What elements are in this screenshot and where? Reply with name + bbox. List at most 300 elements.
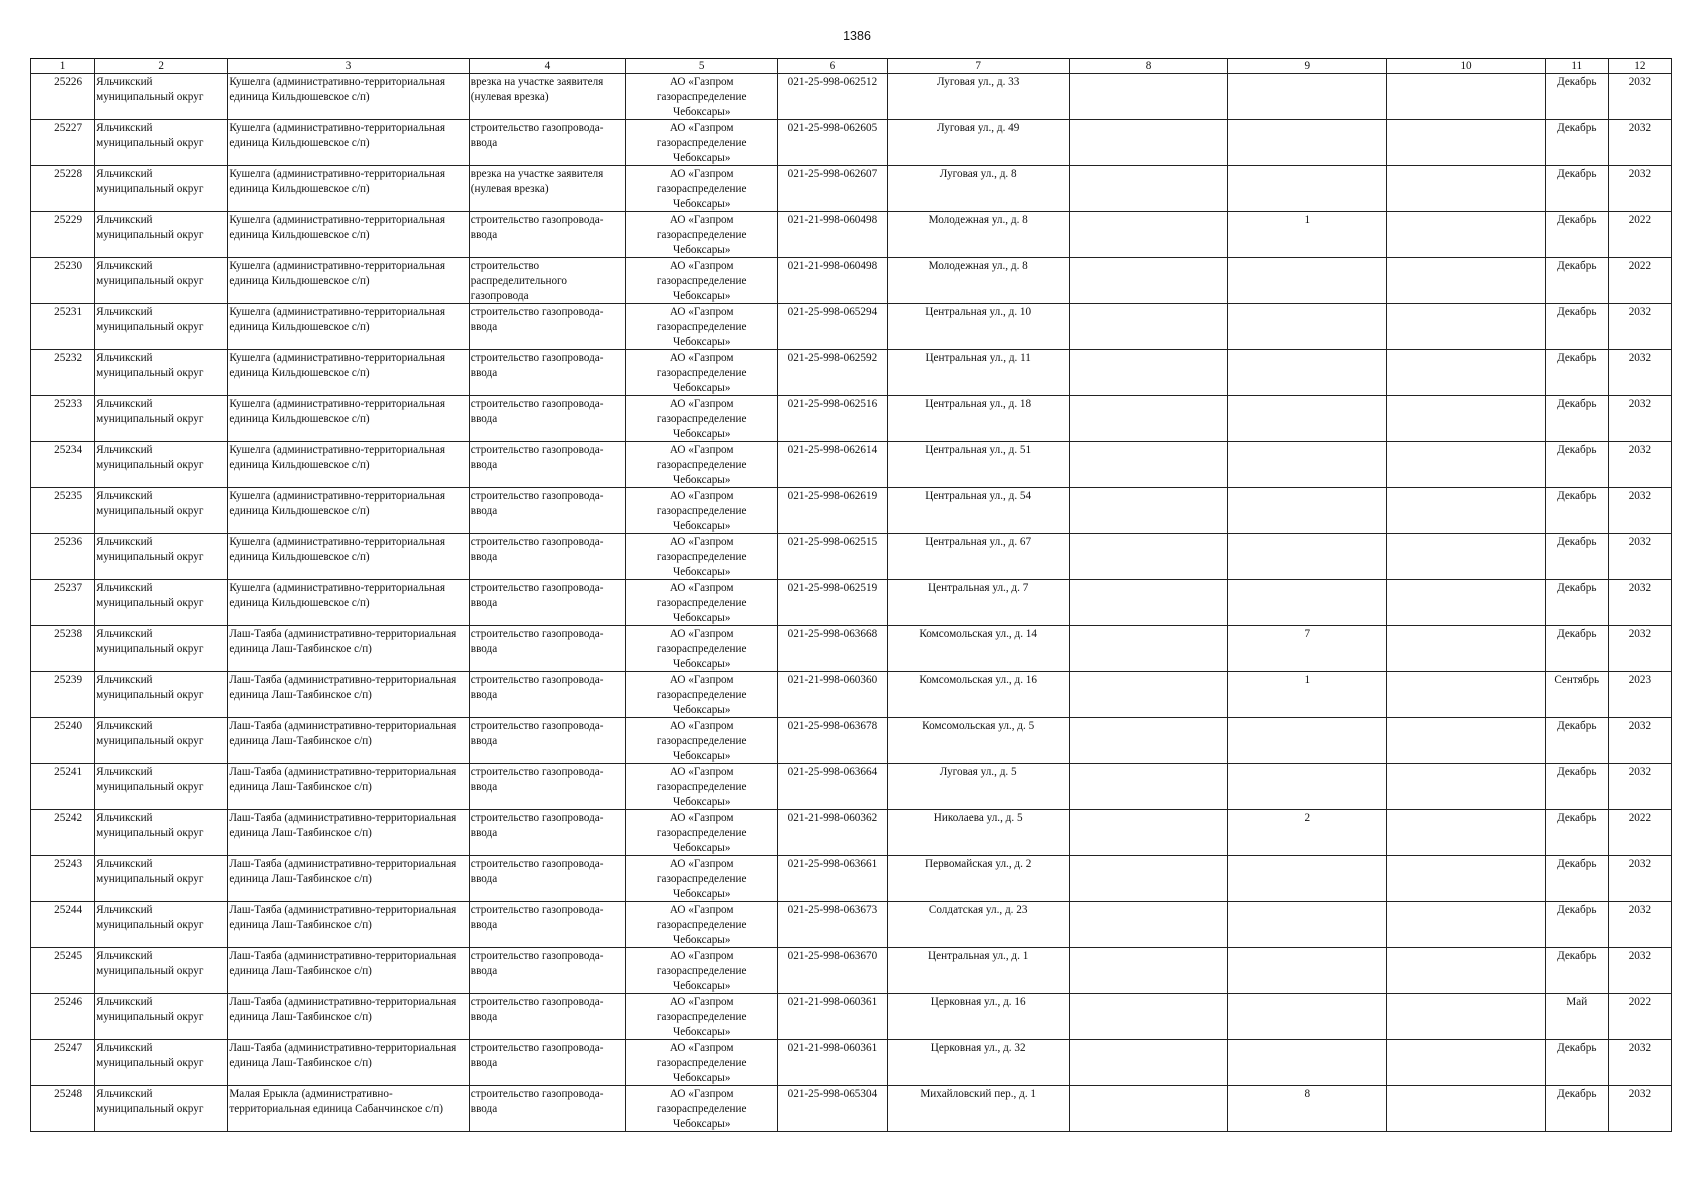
cell-col-8 — [1069, 672, 1227, 718]
address-text: Солдатская ул., д. 23 — [928, 904, 1028, 916]
cell-col-10 — [1387, 902, 1545, 948]
cell-col-10 — [1387, 1086, 1545, 1132]
organization-text: АО «Газпром газораспределение Чебоксары» — [656, 720, 747, 762]
record-number-text: 25244 — [54, 904, 83, 916]
cell-col-10 — [1387, 534, 1545, 580]
cell-municipality — [95, 994, 228, 1040]
cell-application-number — [778, 902, 887, 948]
cell-work-type — [469, 258, 625, 304]
cell-record-number — [31, 902, 95, 948]
cell-settlement — [228, 166, 469, 212]
cell-municipality — [95, 304, 228, 350]
cell-col-10 — [1387, 994, 1545, 1040]
table-row — [31, 304, 1672, 350]
settlement-text: Кушелга (административно-территориальная единица Кильдюшевское с/п) — [229, 168, 446, 195]
application-number-text: 021-25-998-063664 — [787, 766, 878, 778]
cell-col-9 — [1228, 350, 1387, 396]
cell-municipality — [95, 672, 228, 718]
cell-municipality — [95, 534, 228, 580]
cell-col-8 — [1069, 1086, 1227, 1132]
cell-application-number — [778, 626, 887, 672]
cell-month — [1545, 672, 1608, 718]
work-type-text: строительство газопровода-ввода — [470, 1042, 604, 1069]
application-number-text: 021-25-998-065294 — [787, 306, 878, 318]
record-number-text: 25245 — [54, 950, 83, 962]
column-number-11: 11 — [1545, 59, 1608, 74]
cell-municipality — [95, 258, 228, 304]
cell-col-10 — [1387, 810, 1545, 856]
table-row — [31, 120, 1672, 166]
cell-work-type — [469, 396, 625, 442]
address-text: Луговая ул., д. 8 — [939, 168, 1017, 180]
record-number-text: 25238 — [54, 628, 83, 640]
cell-work-type — [469, 948, 625, 994]
cell-col-8 — [1069, 948, 1227, 994]
month-text: Декабрь — [1557, 122, 1597, 134]
municipality-text: Яльчикский муниципальный округ — [96, 720, 204, 747]
cell-settlement — [228, 120, 469, 166]
settlement-text: Лаш-Таяба (административно-территориальная единица Лаш-Таябинское с/п) — [229, 628, 457, 655]
table-row — [31, 74, 1672, 120]
cell-col-8 — [1069, 304, 1227, 350]
organization-text: АО «Газпром газораспределение Чебоксары» — [656, 352, 747, 394]
column-number-12: 12 — [1608, 59, 1671, 74]
work-type-text: строительство газопровода-ввода — [470, 490, 604, 517]
address-text: Центральная ул., д. 10 — [925, 306, 1032, 318]
cell-address — [887, 902, 1069, 948]
work-type-text: строительство газопровода-ввода — [470, 674, 604, 701]
settlement-text: Лаш-Таяба (административно-территориальная единица Лаш-Таябинское с/п) — [229, 720, 457, 747]
cell-work-type — [469, 626, 625, 672]
municipality-text: Яльчикский муниципальный округ — [96, 582, 204, 609]
year-text: 2032 — [1628, 122, 1652, 134]
cell-col-9 — [1228, 672, 1387, 718]
cell-col-9 — [1228, 718, 1387, 764]
cell-address — [887, 856, 1069, 902]
organization-text: АО «Газпром газораспределение Чебоксары» — [656, 76, 747, 118]
cell-col-9 — [1228, 948, 1387, 994]
col-9-text: 1 — [1304, 214, 1311, 226]
address-text: Центральная ул., д. 18 — [925, 398, 1032, 410]
cell-municipality — [95, 166, 228, 212]
organization-text: АО «Газпром газораспределение Чебоксары» — [656, 858, 747, 900]
cell-work-type — [469, 534, 625, 580]
record-number-text: 25236 — [54, 536, 83, 548]
cell-organization — [626, 856, 778, 902]
month-text: Декабрь — [1557, 766, 1597, 778]
year-text: 2032 — [1628, 720, 1652, 732]
cell-col-9 — [1228, 74, 1387, 120]
cell-settlement — [228, 718, 469, 764]
organization-text: АО «Газпром газораспределение Чебоксары» — [656, 122, 747, 164]
address-text: Комсомольская ул., д. 16 — [919, 674, 1037, 686]
settlement-text: Лаш-Таяба (административно-территориальная единица Лаш-Таябинское с/п) — [229, 950, 457, 977]
cell-year — [1608, 1086, 1671, 1132]
cell-work-type — [469, 212, 625, 258]
record-number-text: 25243 — [54, 858, 83, 870]
cell-col-10 — [1387, 120, 1545, 166]
cell-year — [1608, 120, 1671, 166]
cell-municipality — [95, 1040, 228, 1086]
cell-organization — [626, 1086, 778, 1132]
cell-address — [887, 212, 1069, 258]
cell-work-type — [469, 994, 625, 1040]
address-text: Молодежная ул., д. 8 — [928, 214, 1028, 226]
cell-record-number — [31, 948, 95, 994]
cell-organization — [626, 626, 778, 672]
cell-month — [1545, 948, 1608, 994]
address-text: Николаева ул., д. 5 — [933, 812, 1023, 824]
cell-col-9 — [1228, 764, 1387, 810]
cell-organization — [626, 1040, 778, 1086]
cell-work-type — [469, 580, 625, 626]
cell-month — [1545, 74, 1608, 120]
cell-municipality — [95, 718, 228, 764]
column-number-10: 10 — [1387, 59, 1545, 74]
year-text: 2032 — [1628, 582, 1652, 594]
cell-col-8 — [1069, 442, 1227, 488]
column-number-8: 8 — [1069, 59, 1227, 74]
organization-text: АО «Газпром газораспределение Чебоксары» — [656, 306, 747, 348]
cell-record-number — [31, 580, 95, 626]
month-text: Декабрь — [1557, 858, 1597, 870]
cell-work-type — [469, 672, 625, 718]
cell-application-number — [778, 396, 887, 442]
column-number-6: 6 — [778, 59, 887, 74]
municipality-text: Яльчикский муниципальный округ — [96, 76, 204, 103]
cell-month — [1545, 994, 1608, 1040]
cell-organization — [626, 74, 778, 120]
cell-col-9 — [1228, 580, 1387, 626]
month-text: Декабрь — [1557, 1042, 1597, 1054]
cell-col-9 — [1228, 258, 1387, 304]
cell-year — [1608, 948, 1671, 994]
cell-col-10 — [1387, 166, 1545, 212]
cell-work-type — [469, 442, 625, 488]
cell-col-9 — [1228, 534, 1387, 580]
cell-settlement — [228, 1086, 469, 1132]
application-number-text: 021-25-998-062614 — [787, 444, 878, 456]
cell-application-number — [778, 1040, 887, 1086]
table-row — [31, 948, 1672, 994]
month-text: Декабрь — [1557, 306, 1597, 318]
cell-organization — [626, 994, 778, 1040]
address-text: Центральная ул., д. 67 — [925, 536, 1032, 548]
month-text: Декабрь — [1557, 582, 1597, 594]
settlement-text: Лаш-Таяба (административно-территориальная единица Лаш-Таябинское с/п) — [229, 812, 457, 839]
cell-municipality — [95, 580, 228, 626]
organization-text: АО «Газпром газораспределение Чебоксары» — [656, 444, 747, 486]
settlement-text: Кушелга (административно-территориальная единица Кильдюшевское с/п) — [229, 536, 446, 563]
cell-application-number — [778, 1086, 887, 1132]
application-number-text: 021-25-998-062515 — [787, 536, 878, 548]
cell-organization — [626, 258, 778, 304]
col-9-text: 8 — [1304, 1088, 1311, 1100]
settlement-text: Лаш-Таяба (административно-территориальная единица Лаш-Таябинское с/п) — [229, 996, 457, 1023]
cell-record-number — [31, 304, 95, 350]
cell-col-8 — [1069, 856, 1227, 902]
month-text: Декабрь — [1557, 444, 1597, 456]
address-text: Центральная ул., д. 54 — [925, 490, 1032, 502]
organization-text: АО «Газпром газораспределение Чебоксары» — [656, 490, 747, 532]
table-row — [31, 718, 1672, 764]
address-text: Луговая ул., д. 33 — [936, 76, 1020, 88]
record-number-text: 25242 — [54, 812, 83, 824]
cell-application-number — [778, 258, 887, 304]
month-text: Декабрь — [1557, 398, 1597, 410]
cell-month — [1545, 856, 1608, 902]
application-number-text: 021-25-998-062619 — [787, 490, 878, 502]
cell-settlement — [228, 994, 469, 1040]
cell-record-number — [31, 258, 95, 304]
cell-col-8 — [1069, 580, 1227, 626]
month-text: Декабрь — [1557, 76, 1597, 88]
municipality-text: Яльчикский муниципальный округ — [96, 996, 204, 1023]
work-type-text: строительство газопровода-ввода — [470, 306, 604, 333]
cell-work-type — [469, 120, 625, 166]
settlement-text: Кушелга (административно-территориальная единица Кильдюшевское с/п) — [229, 122, 446, 149]
organization-text: АО «Газпром газораспределение Чебоксары» — [656, 950, 747, 992]
cell-address — [887, 304, 1069, 350]
application-number-text: 021-25-998-063678 — [787, 720, 878, 732]
year-text: 2032 — [1628, 1088, 1652, 1100]
cell-col-8 — [1069, 902, 1227, 948]
organization-text: АО «Газпром газораспределение Чебоксары» — [656, 398, 747, 440]
table-row — [31, 488, 1672, 534]
cell-settlement — [228, 258, 469, 304]
cell-month — [1545, 442, 1608, 488]
cell-col-9 — [1228, 1086, 1387, 1132]
address-text: Михайловский пер., д. 1 — [920, 1088, 1037, 1100]
col-9-text: 1 — [1304, 674, 1311, 686]
cell-application-number — [778, 580, 887, 626]
application-number-text: 021-25-998-062519 — [787, 582, 878, 594]
month-text: Декабрь — [1557, 812, 1597, 824]
work-type-text: строительство газопровода-ввода — [470, 950, 604, 977]
organization-text: АО «Газпром газораспределение Чебоксары» — [656, 536, 747, 578]
record-number-text: 25248 — [54, 1088, 83, 1100]
cell-col-10 — [1387, 488, 1545, 534]
municipality-text: Яльчикский муниципальный округ — [96, 858, 204, 885]
municipality-text: Яльчикский муниципальный округ — [96, 444, 204, 471]
cell-settlement — [228, 672, 469, 718]
cell-col-8 — [1069, 166, 1227, 212]
cell-organization — [626, 948, 778, 994]
year-text: 2032 — [1628, 950, 1652, 962]
year-text: 2032 — [1628, 490, 1652, 502]
cell-col-9 — [1228, 166, 1387, 212]
organization-text: АО «Газпром газораспределение Чебоксары» — [656, 214, 747, 256]
cell-year — [1608, 396, 1671, 442]
cell-municipality — [95, 948, 228, 994]
cell-col-10 — [1387, 764, 1545, 810]
cell-organization — [626, 488, 778, 534]
cell-month — [1545, 1086, 1608, 1132]
settlement-text: Кушелга (административно-территориальная единица Кильдюшевское с/п) — [229, 260, 446, 287]
settlement-text: Малая Ерыкла (административно-территориальная единица Сабанчинское с/п) — [229, 1088, 443, 1115]
work-type-text: строительство газопровода-ввода — [470, 352, 604, 379]
cell-municipality — [95, 488, 228, 534]
column-number-9: 9 — [1228, 59, 1387, 74]
cell-col-8 — [1069, 626, 1227, 672]
cell-record-number — [31, 1086, 95, 1132]
address-text: Центральная ул., д. 7 — [928, 582, 1029, 594]
column-number-row — [31, 59, 1672, 74]
municipality-text: Яльчикский муниципальный округ — [96, 214, 204, 241]
cell-address — [887, 166, 1069, 212]
month-text: Декабрь — [1557, 536, 1597, 548]
cell-col-9 — [1228, 626, 1387, 672]
cell-municipality — [95, 120, 228, 166]
cell-address — [887, 764, 1069, 810]
settlement-text: Лаш-Таяба (административно-территориальная единица Лаш-Таябинское с/п) — [229, 674, 457, 701]
work-type-text: строительство газопровода-ввода — [470, 444, 604, 471]
application-number-text: 021-21-998-060361 — [787, 996, 878, 1008]
work-type-text: строительство газопровода-ввода — [470, 122, 604, 149]
address-text: Церковная ул., д. 32 — [930, 1042, 1026, 1054]
cell-col-10 — [1387, 212, 1545, 258]
organization-text: АО «Газпром газораспределение Чебоксары» — [656, 260, 747, 302]
cell-col-9 — [1228, 1040, 1387, 1086]
cell-record-number — [31, 166, 95, 212]
cell-col-10 — [1387, 304, 1545, 350]
cell-application-number — [778, 350, 887, 396]
cell-work-type — [469, 810, 625, 856]
cell-record-number — [31, 534, 95, 580]
cell-application-number — [778, 166, 887, 212]
cell-record-number — [31, 718, 95, 764]
record-number-text: 25235 — [54, 490, 83, 502]
cell-col-8 — [1069, 1040, 1227, 1086]
cell-organization — [626, 534, 778, 580]
record-number-text: 25233 — [54, 398, 83, 410]
year-text: 2022 — [1628, 214, 1652, 226]
cell-col-8 — [1069, 120, 1227, 166]
cell-application-number — [778, 304, 887, 350]
application-number-text: 021-25-998-063670 — [787, 950, 878, 962]
year-text: 2032 — [1628, 306, 1652, 318]
cell-month — [1545, 718, 1608, 764]
settlement-text: Кушелга (административно-территориальная единица Кильдюшевское с/п) — [229, 214, 446, 241]
table-row — [31, 994, 1672, 1040]
table-row — [31, 396, 1672, 442]
cell-address — [887, 580, 1069, 626]
table-body — [31, 74, 1672, 1132]
cell-record-number — [31, 442, 95, 488]
cell-col-9 — [1228, 810, 1387, 856]
address-text: Комсомольская ул., д. 14 — [919, 628, 1037, 640]
cell-record-number — [31, 120, 95, 166]
organization-text: АО «Газпром газораспределение Чебоксары» — [656, 812, 747, 854]
cell-month — [1545, 764, 1608, 810]
table-row — [31, 856, 1672, 902]
cell-year — [1608, 488, 1671, 534]
cell-record-number — [31, 1040, 95, 1086]
address-text: Первомайская ул., д. 2 — [925, 858, 1032, 870]
cell-application-number — [778, 120, 887, 166]
organization-text: АО «Газпром газораспределение Чебоксары» — [656, 904, 747, 946]
cell-col-9 — [1228, 120, 1387, 166]
column-number-7: 7 — [887, 59, 1069, 74]
work-type-text: строительство газопровода-ввода — [470, 214, 604, 241]
cell-address — [887, 948, 1069, 994]
cell-settlement — [228, 902, 469, 948]
municipality-text: Яльчикский муниципальный округ — [96, 904, 204, 931]
cell-address — [887, 810, 1069, 856]
cell-col-9 — [1228, 442, 1387, 488]
municipality-text: Яльчикский муниципальный округ — [96, 628, 204, 655]
settlement-text: Кушелга (административно-территориальная единица Кильдюшевское с/п) — [229, 398, 446, 425]
cell-municipality — [95, 856, 228, 902]
cell-year — [1608, 534, 1671, 580]
record-number-text: 25237 — [54, 582, 83, 594]
cell-work-type — [469, 856, 625, 902]
record-number-text: 25247 — [54, 1042, 83, 1054]
cell-application-number — [778, 74, 887, 120]
municipality-text: Яльчикский муниципальный округ — [96, 260, 204, 287]
cell-address — [887, 120, 1069, 166]
application-number-text: 021-21-998-060361 — [787, 1042, 878, 1054]
cell-settlement — [228, 212, 469, 258]
cell-year — [1608, 902, 1671, 948]
cell-year — [1608, 672, 1671, 718]
cell-address — [887, 994, 1069, 1040]
record-number-text: 25231 — [54, 306, 83, 318]
cell-work-type — [469, 304, 625, 350]
cell-col-10 — [1387, 258, 1545, 304]
municipality-text: Яльчикский муниципальный округ — [96, 306, 204, 333]
work-type-text: строительство газопровода-ввода — [470, 720, 604, 747]
cell-organization — [626, 902, 778, 948]
cell-year — [1608, 626, 1671, 672]
work-type-text: строительство газопровода-ввода — [470, 582, 604, 609]
cell-application-number — [778, 856, 887, 902]
cell-settlement — [228, 856, 469, 902]
record-number-text: 25234 — [54, 444, 83, 456]
month-text: Декабрь — [1557, 904, 1597, 916]
cell-col-9 — [1228, 856, 1387, 902]
cell-record-number — [31, 856, 95, 902]
cell-year — [1608, 212, 1671, 258]
table-row — [31, 442, 1672, 488]
record-number-text: 25241 — [54, 766, 83, 778]
address-text: Молодежная ул., д. 8 — [928, 260, 1028, 272]
table-row — [31, 1040, 1672, 1086]
cell-application-number — [778, 810, 887, 856]
municipality-text: Яльчикский муниципальный округ — [96, 766, 204, 793]
year-text: 2032 — [1628, 536, 1652, 548]
cell-organization — [626, 810, 778, 856]
address-text: Луговая ул., д. 5 — [939, 766, 1017, 778]
municipality-text: Яльчикский муниципальный округ — [96, 1042, 204, 1069]
month-text: Май — [1566, 996, 1588, 1008]
record-number-text: 25232 — [54, 352, 83, 364]
cell-col-10 — [1387, 718, 1545, 764]
column-number-2: 2 — [95, 59, 228, 74]
cell-year — [1608, 258, 1671, 304]
year-text: 2022 — [1628, 996, 1652, 1008]
cell-col-8 — [1069, 534, 1227, 580]
cell-month — [1545, 258, 1608, 304]
cell-organization — [626, 212, 778, 258]
cell-address — [887, 442, 1069, 488]
table-row — [31, 626, 1672, 672]
cell-municipality — [95, 396, 228, 442]
organization-text: АО «Газпром газораспределение Чебоксары» — [656, 1042, 747, 1084]
cell-year — [1608, 810, 1671, 856]
year-text: 2022 — [1628, 260, 1652, 272]
cell-settlement — [228, 580, 469, 626]
